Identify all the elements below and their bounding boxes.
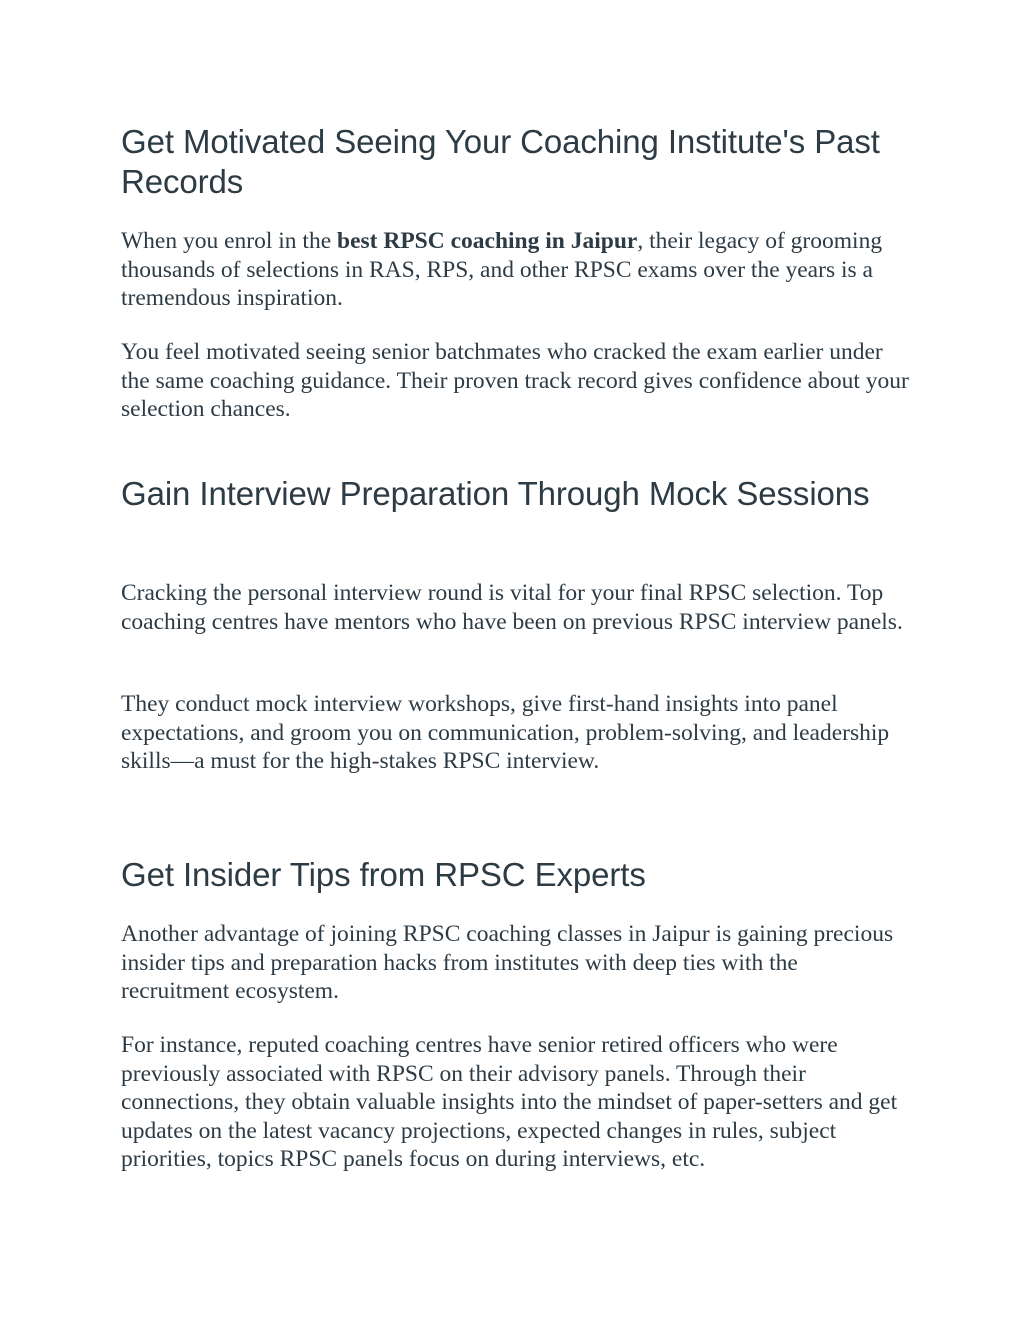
section-heading-motivation: Get Motivated Seeing Your Coaching Institute's Past Records [121,123,880,200]
section-heading-interview: Gain Interview Preparation Through Mock Sessions [121,475,870,512]
paragraph-cracking: Cracking the personal interview round is vital for your final RPSC selection. Top coaching centres have mentors who have been on previous RPSC interview panels. [121,580,903,635]
section-heading-insider: Get Insider Tips from RPSC Experts [121,856,646,893]
paragraph-enrol [121,227,911,313]
paragraph-instance: For instance, reputed coaching centres have senior retired officers who were previously associated with RPSC on their advisory panels. Through their connections, they obtain valuable insights into the mindset of paper-setters and get updates on the latest vacancy projections, expected changes in rules, subject priorities, topics RPSC panels focus on during interviews, etc. [121,1032,898,1172]
paragraph-motivated: You feel motivated seeing senior batchmates who cracked the exam earlier under the same coaching guidance. Their proven track record gives confidence about your selection chances. [121,339,909,422]
paragraph-advantage: Another advantage of joining RPSC coaching classes in Jaipur is gaining precious insider tips and preparation hacks from institutes with deep ties with the recruitment ecosystem. [121,921,894,1004]
paragraph-text: When you enrol in the [121,228,338,254]
bold-link-text: best RPSC coaching in Jaipur [337,228,638,254]
paragraph-mock: They conduct mock interview workshops, give first-hand insights into panel expectations, and groom you on communication, problem-solving, and leadership skills—a must for the high-stakes RPSC interview. [121,691,890,774]
paragraph-text: , their legacy of grooming thousands of selections in RAS, RPS, and other RPSC exams over the years is a tremendous inspiration. [121,228,883,311]
